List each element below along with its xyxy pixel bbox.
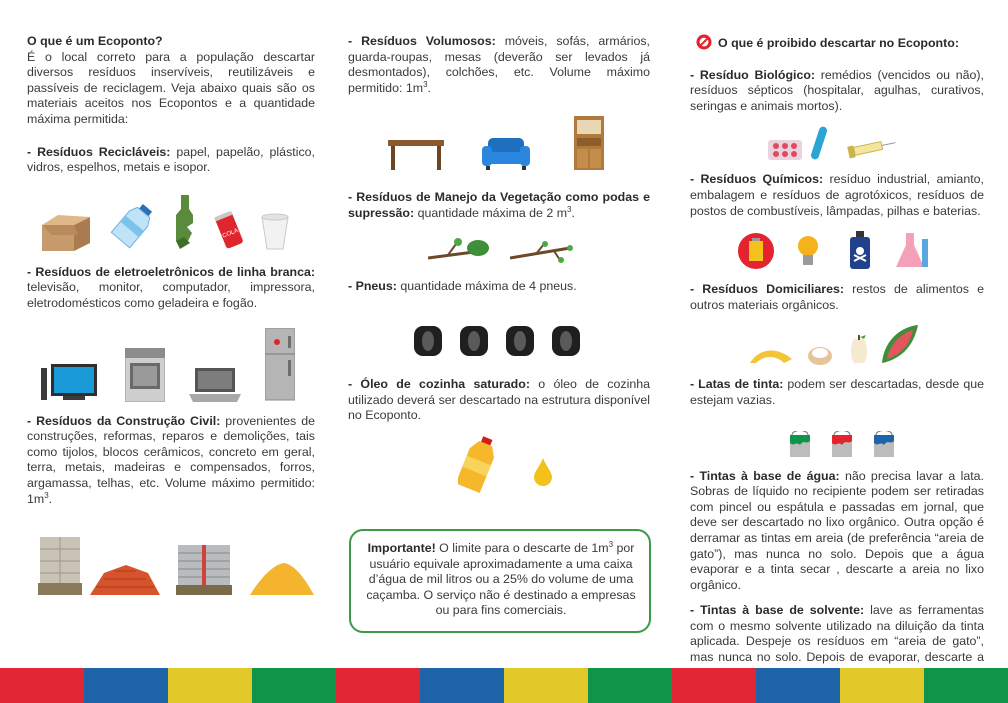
- electronics-text: televisão, monitor, computador, impressora, eletrodomésticos como geladeira e fogão.: [27, 280, 315, 310]
- tire-icon: [552, 326, 580, 356]
- recyclable-title: - Resíduos Recicláveis:: [27, 144, 171, 159]
- tree-branch-icon: [510, 240, 574, 264]
- electronics-illustrations: [27, 324, 315, 402]
- household-section: [690, 282, 984, 313]
- tires-title: - Pneus:: [348, 278, 397, 293]
- household-title: - Resíduos Domiciliares:: [690, 282, 844, 297]
- stove-icon: [125, 348, 165, 402]
- recyclable-illustrations: [27, 189, 315, 251]
- prohibited-title: O que é proibido descartar no Ecoponto:: [718, 36, 959, 50]
- pruned-branch-icon: [428, 236, 492, 264]
- color-stripe-segment: [924, 668, 1008, 703]
- bulky-text: móveis, sofás, armários, guarda-roupas, mesas (deverão ser levados já desmontados), colchões, etc. Volume máximo permitido: 1m: [348, 34, 650, 95]
- color-stripe-segment: [252, 668, 336, 703]
- biological-text: remédios (vencidos ou não), resíduos sépticos (hospitalar, agulhas, curativos, seringas e animais mortos).: [690, 67, 984, 113]
- sand-pile-icon: [250, 561, 314, 595]
- broken-glass-icon: [172, 193, 198, 251]
- solvent-paint-text: lave as ferramentas com o mesmo solvente utilizado na diluição da tinta aplicada. Despeje os resíduos em “areia de gato”, mas nunca no solo. Depois de evaporar, descarte a: [690, 603, 984, 665]
- refrigerator-icon: [265, 328, 295, 402]
- color-stripe-segment: [588, 668, 672, 703]
- cardboard-box-icon: [40, 213, 92, 251]
- ecoponto-title: O que é um Ecoponto?: [27, 34, 163, 48]
- ecoponto-text: É o local correto para a população descartar diversos resíduos inservíveis, reutilizáveis e passíveis de reciclagem. Veja abaixo quais são os materiais aceitos nos Ecopontos e a quantidade máxima permitida:: [27, 49, 315, 126]
- sofa-icon: [482, 138, 530, 170]
- tire-icon: [460, 326, 488, 356]
- color-stripe-segment: [840, 668, 924, 703]
- solvent-paint-title: - Tintas à base de solvente:: [690, 603, 865, 618]
- vegetation-illustrations: [348, 234, 650, 264]
- table-icon: [388, 140, 444, 170]
- color-stripe-segment: [756, 668, 840, 703]
- bricks-pile-icon: [90, 561, 160, 595]
- tires-section: [348, 279, 650, 295]
- chemical-flask-icon: [896, 233, 930, 269]
- syringe-icon: [844, 136, 896, 160]
- recyclable-text: papel, papelão, plástico, vidros, espelhos, metais e isopor.: [27, 144, 315, 175]
- paint-can-icon: [872, 431, 896, 457]
- vegetation-section: [348, 190, 650, 221]
- watermelon-rind-icon: [880, 325, 920, 365]
- important-title: Importante!: [367, 541, 436, 555]
- television-icon: [41, 364, 99, 402]
- oil-bottle-icon: [458, 436, 496, 494]
- tire-icon: [506, 326, 534, 356]
- construction-section: [27, 414, 315, 508]
- chemical-illustrations: [690, 227, 984, 269]
- water-paint-title: - Tintas à base de água:: [690, 468, 840, 483]
- column-prohibited: [690, 34, 984, 681]
- paint-cans-illustrations: [690, 415, 984, 457]
- construction-sup: 3: [44, 490, 49, 500]
- cabinet-icon: [574, 116, 604, 170]
- oil-section: [348, 377, 650, 424]
- important-text2: por usuário equivale aproximadamente a uma caixa d’água de mil litros ou a 25% do volume de uma caçamba. O serviço não é destinado a empresas ou para fins comerciais.: [366, 541, 636, 618]
- egg-shell-icon: [806, 343, 834, 365]
- vegetation-end: .: [571, 205, 575, 220]
- tires-text: quantidade máxima de 4 pneus.: [396, 278, 577, 293]
- vegetation-text: quantidade máxima de 2 m: [414, 205, 568, 220]
- color-stripe-segment: [420, 668, 504, 703]
- oil-drop-icon: [532, 458, 554, 486]
- household-illustrations: [690, 321, 984, 365]
- chemical-text: resíduo industrial, amianto, embalagem e resíduos de agrotóxicos, resíduos de postos de combustíveis, lâmpadas, pilhas e baterias.: [690, 172, 984, 218]
- light-bulb-icon: [798, 235, 818, 269]
- bulky-section: [348, 34, 650, 96]
- color-stripe-segment: [0, 668, 84, 703]
- color-stripe-footer: [0, 668, 1008, 703]
- electronics-title: - Resíduos de eletroeletrônicos de linha branca:: [27, 264, 315, 279]
- column-accepted-1: [27, 34, 315, 595]
- concrete-blocks-icon: [38, 537, 82, 595]
- plastic-bottle-icon: [108, 197, 160, 251]
- apple-core-icon: [848, 335, 870, 365]
- biological-section: [690, 68, 984, 115]
- soda-can-icon: [212, 209, 246, 251]
- paint-cans-text: podem ser descartadas, desde que estejam vazias.: [690, 377, 984, 407]
- vegetation-sup: 3: [567, 204, 572, 214]
- roof-tiles-stack-icon: [176, 545, 232, 595]
- electronics-section: [27, 265, 315, 312]
- bulky-title: - Resíduos Volumosos:: [348, 34, 496, 48]
- adhesive-bandage-icon: [810, 126, 828, 160]
- toxic-bottle-icon: [848, 231, 872, 269]
- tires-illustrations: [348, 316, 650, 356]
- color-stripe-segment: [336, 668, 420, 703]
- tire-icon: [414, 326, 442, 356]
- column-accepted-2: [348, 34, 650, 494]
- paint-cans-title: - Latas de tinta:: [690, 377, 784, 392]
- biological-title: - Resíduo Biológico:: [690, 67, 816, 82]
- water-paint-text: não precisa lavar a lata. Sobras de líquido no recipiente podem ser retiradas com pincel ou espátula e passadas em jornal, que deve ser descartado no lixo orgânico. Outra opção é derramar as tintas em areia (de preferência “areia de gato”), mas nunca no solo. Depois que a água evaporar e a tinta secar , descarte a areia no lixo orgânico.: [690, 468, 984, 592]
- color-stripe-segment: [504, 668, 588, 703]
- styrofoam-cup-icon: [260, 213, 290, 251]
- water-paint-section: [690, 469, 984, 594]
- oil-text: o óleo de cozinha utilizado deverá ser descartado na estrutura disponível no Ecoponto.: [348, 377, 650, 423]
- prohibited-icon: [696, 34, 712, 50]
- color-stripe-segment: [168, 668, 252, 703]
- paint-can-icon: [788, 431, 812, 457]
- oil-illustrations: [348, 434, 650, 494]
- color-stripe-segment: [84, 668, 168, 703]
- laptop-icon: [189, 368, 241, 402]
- soda-can-label: COLA: [221, 227, 240, 240]
- color-stripe-segment: [672, 668, 756, 703]
- biological-illustrations: [690, 120, 984, 160]
- important-sup: 3: [608, 539, 614, 549]
- paint-cans-section: [690, 377, 984, 408]
- chemical-section: [690, 172, 984, 219]
- pills-blister-icon: [768, 140, 802, 160]
- recyclable-section: [27, 145, 315, 176]
- vegetation-title: - Resíduos de Manejo da Vegetação como podas e supressão:: [348, 190, 650, 220]
- construction-title: - Resíduos da Construção Civil:: [27, 413, 221, 428]
- construction-text: provenientes de construções, reformas, reparos e demolições, tais como tijolos, blocos cerâmicos, concreto em geral, terra, metais, madeiras e compensados, forros, argamassa, telhas, etc. Volume máximo permitido: 1m: [27, 413, 315, 506]
- what-is-ecoponto: [27, 34, 315, 128]
- banana-peel-icon: [750, 345, 792, 365]
- construction-illustrations: [27, 533, 315, 595]
- important-text1: O limite para o descarte de 1m: [435, 541, 609, 555]
- chemical-title: - Resíduos Químicos:: [690, 172, 824, 187]
- paint-can-icon: [830, 431, 854, 457]
- oil-title: - Óleo de cozinha saturado:: [348, 377, 530, 392]
- important-box: [349, 529, 651, 633]
- bulky-illustrations: [348, 114, 650, 170]
- battery-icon: [738, 233, 774, 269]
- bulky-sup: 3: [423, 79, 428, 89]
- household-text: restos de alimentos e outros materiais orgânicos.: [690, 282, 984, 312]
- construction-end: .: [48, 491, 53, 506]
- bulky-end: .: [427, 80, 431, 95]
- prohibited-heading: [690, 34, 984, 52]
